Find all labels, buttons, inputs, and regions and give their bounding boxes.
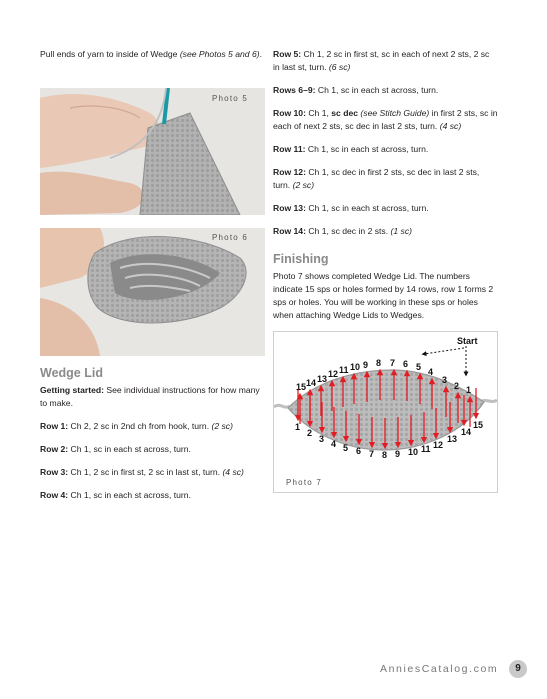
row-10	[273, 107, 498, 133]
getting-started-label: Getting started:	[40, 385, 104, 395]
row-label: Row 12:	[273, 167, 306, 177]
bottom-space-number: 12	[433, 440, 444, 450]
photo-5-label: Photo 5	[212, 94, 248, 103]
top-space-number: 13	[317, 374, 328, 384]
row-text: Ch 1, 2 sc in first st, 2 sc in last st, turn.	[68, 467, 223, 477]
bottom-space-number: 1	[295, 422, 301, 432]
top-space-number: 8	[376, 358, 382, 368]
row-note: (2 sc)	[211, 421, 233, 431]
row-4	[40, 489, 265, 502]
row-14	[273, 225, 498, 238]
top-space-number: 3	[442, 375, 448, 385]
wedge-lid-title: Wedge Lid	[40, 366, 103, 380]
getting-started	[40, 384, 265, 410]
top-space-number: 1	[466, 385, 472, 395]
photo-7-label: Photo 7	[286, 478, 322, 487]
bottom-space-number: 15	[473, 420, 484, 430]
row-note: (4 sc)	[439, 121, 462, 131]
top-space-number: 6	[403, 359, 409, 369]
start-arrow-left	[424, 348, 464, 354]
row-5	[273, 48, 498, 74]
top-space-number: 11	[339, 365, 349, 375]
row-label: Row 10:	[273, 108, 306, 118]
top-space-number: 9	[363, 360, 369, 370]
intro-paragraph	[40, 48, 265, 61]
finishing-title: Finishing	[273, 252, 329, 266]
bottom-space-number: 4	[331, 439, 337, 449]
photo-5	[40, 88, 265, 215]
page-number: 9	[509, 660, 527, 678]
bottom-space-number: 11	[421, 444, 431, 454]
top-space-number: 12	[328, 369, 339, 379]
row-text: Ch 1, sc in each st across, turn.	[68, 490, 191, 500]
row-text: Ch 1, sc dec in first 2 sts, sc dec in last 2 sts, turn.	[273, 167, 480, 190]
row-text: Ch 1, sc in each st across, turn.	[315, 85, 439, 95]
row-text: in first 2 sts, sc in each of next 2 sts, sc dec in last 2 sts, turn.	[273, 108, 498, 131]
intro-text: Pull ends of yarn to inside of Wedge	[40, 49, 180, 59]
wedge-lid-diagram	[274, 332, 497, 492]
bottom-space-number: 3	[319, 434, 325, 444]
bottom-space-number: 10	[408, 447, 419, 457]
row-text: Ch 2, 2 sc in 2nd ch from hook, turn.	[68, 421, 212, 431]
photo-6-label: Photo 6	[212, 233, 248, 242]
row-label: Row 11:	[273, 144, 306, 154]
row-note: (2 sc)	[292, 180, 315, 190]
row-label: Row 3:	[40, 467, 69, 477]
photo-6	[40, 228, 265, 356]
top-space-number: 14	[306, 378, 317, 388]
right-column	[273, 48, 498, 332]
row-text: Ch 1, sc in each st across, turn.	[305, 203, 429, 213]
photo-6-image	[40, 228, 265, 356]
bottom-space-number: 6	[356, 446, 362, 456]
getting-started-text: See individual instructions for how many to make.	[40, 385, 260, 408]
bottom-space-number: 5	[343, 443, 349, 453]
finishing-text: Photo 7 shows completed Wedge Lid. The numbers indicate 15 sps or holes formed by 14 rows, row 1 forms 2 sps or holes. You will be working in these sps or holes when attaching Wedge Lids to Wedges.	[273, 271, 494, 320]
row-13	[273, 202, 498, 215]
rows-6-9	[273, 84, 498, 97]
row-text: Ch 1,	[305, 108, 332, 118]
row-text: Ch 1, sc in each st across, turn.	[68, 444, 191, 454]
row-text: Ch 1, sc dec in 2 sts.	[305, 226, 391, 236]
row-ref: (see Stitch Guide)	[358, 108, 430, 118]
row-label: Row 13:	[273, 203, 306, 213]
row-text: Ch 1, sc in each st across, turn.	[305, 144, 429, 154]
row-note: (4 sc)	[222, 467, 244, 477]
row-3	[40, 466, 265, 479]
photo-5-image	[40, 88, 265, 215]
row-label: Row 4:	[40, 490, 69, 500]
bottom-space-number: 8	[382, 450, 388, 460]
row-label: Row 2:	[40, 444, 69, 454]
bottom-space-number: 7	[369, 449, 375, 459]
intro-end: .	[259, 49, 262, 59]
row-label: Row 1:	[40, 421, 69, 431]
photo-7-diagram	[273, 331, 498, 493]
top-space-number: 15	[296, 382, 307, 392]
bottom-space-number: 2	[307, 428, 313, 438]
intro-ref: (see Photos 5 and 6)	[179, 49, 260, 59]
top-space-number: 2	[454, 381, 460, 391]
top-space-number: 4	[428, 367, 434, 377]
bottom-space-number: 13	[447, 434, 458, 444]
row-label: Row 14:	[273, 226, 306, 236]
wedge-lid-section	[40, 366, 265, 512]
row-label: Row 5:	[273, 49, 302, 59]
bottom-space-number: 9	[395, 449, 401, 459]
row-12	[273, 166, 498, 192]
top-space-number: 10	[350, 362, 361, 372]
bottom-space-number: 14	[461, 427, 472, 437]
row-text: Ch 1, 2 sc in first st, sc in each of next 2 sts, 2 sc in last st, turn.	[273, 49, 490, 72]
row-note: (1 sc)	[390, 226, 412, 236]
row-label: Rows 6–9:	[273, 85, 316, 95]
row-note: (6 sc)	[328, 62, 351, 72]
top-space-number: 5	[416, 362, 422, 372]
row-11	[273, 143, 498, 156]
row-1	[40, 420, 265, 433]
footer-site: AnniesCatalog.com	[380, 663, 499, 675]
top-space-number: 7	[390, 358, 396, 368]
diagram-start-label: Start	[457, 336, 478, 346]
row-term: sc dec	[331, 108, 359, 118]
row-2	[40, 443, 265, 456]
